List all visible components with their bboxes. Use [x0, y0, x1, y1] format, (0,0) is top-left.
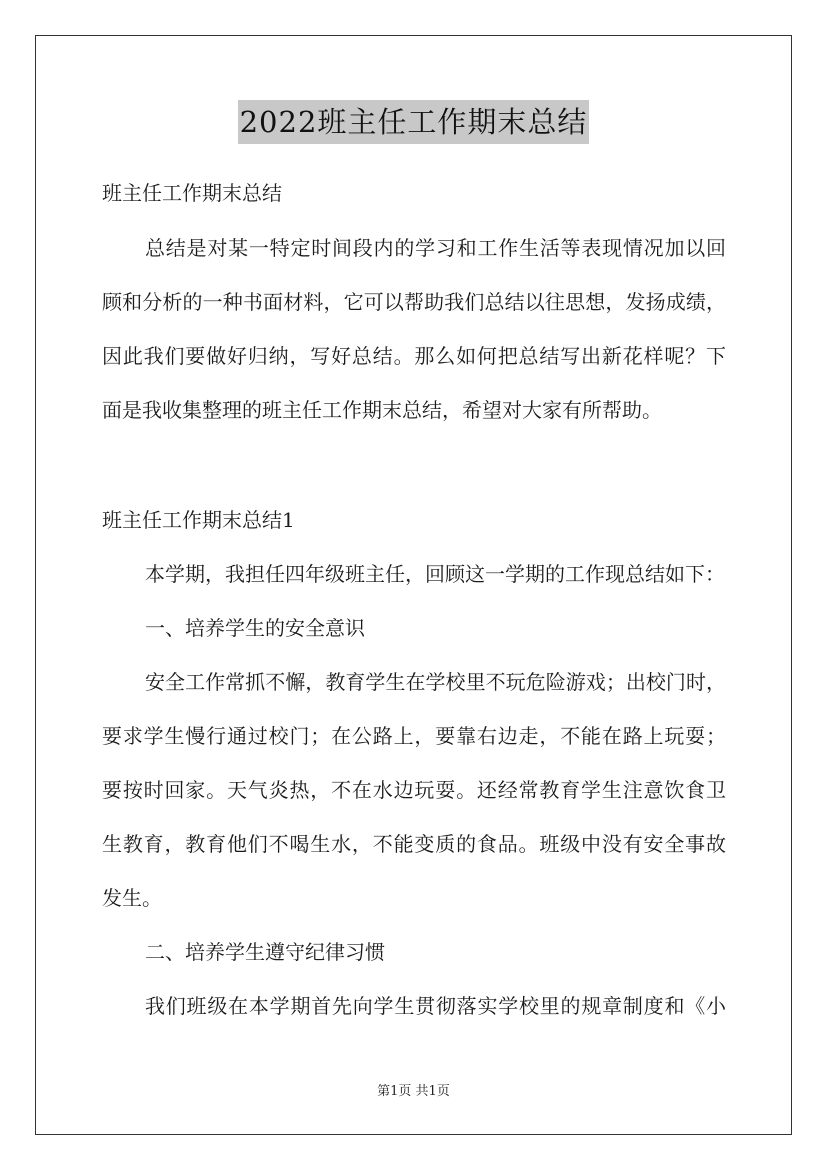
paragraph-line: 要按时回家。天气炎热，不在水边玩耍。还经常教育学生注意饮食卫 — [102, 778, 726, 802]
point-heading: 二、培养学生遵守纪律习惯 — [145, 940, 385, 964]
point-heading: 一、培养学生的安全意识 — [145, 616, 365, 640]
section-intro: 本学期，我担任四年级班主任，回顾这一学期的工作现总结如下： — [145, 562, 725, 586]
paragraph-line: 要求学生慢行通过校门；在公路上，要靠右边走，不能在路上玩耍； — [102, 724, 726, 748]
paragraph-line: 安全工作常抓不懈，教育学生在学校里不玩危险游戏；出校门时， — [145, 670, 726, 694]
intro-line: 面是我收集整理的班主任工作期末总结，希望对大家有所帮助。 — [102, 398, 662, 422]
document-subtitle: 班主任工作期末总结 — [102, 181, 282, 205]
document-title: 2022班主任工作期末总结 — [238, 100, 590, 144]
intro-line: 因此我们要做好归纳，写好总结。那么如何把总结写出新花样呢？下 — [102, 344, 726, 368]
paragraph-line: 生教育，教育他们不喝生水，不能变质的食品。班级中没有安全事故 — [102, 832, 726, 856]
paragraph-line: 我们班级在本学期首先向学生贯彻落实学校里的规章制度和《小 — [145, 994, 726, 1018]
page-indicator: 第1页 共1页 — [377, 1084, 450, 1099]
title-container — [0, 100, 827, 144]
intro-line: 总结是对某一特定时间段内的学习和工作生活等表现情况加以回 — [145, 236, 726, 260]
paragraph-line: 发生。 — [102, 886, 162, 910]
intro-line: 顾和分析的一种书面材料，它可以帮助我们总结以往思想，发扬成绩， — [102, 290, 726, 314]
section-heading: 班主任工作期末总结1 — [102, 508, 295, 532]
